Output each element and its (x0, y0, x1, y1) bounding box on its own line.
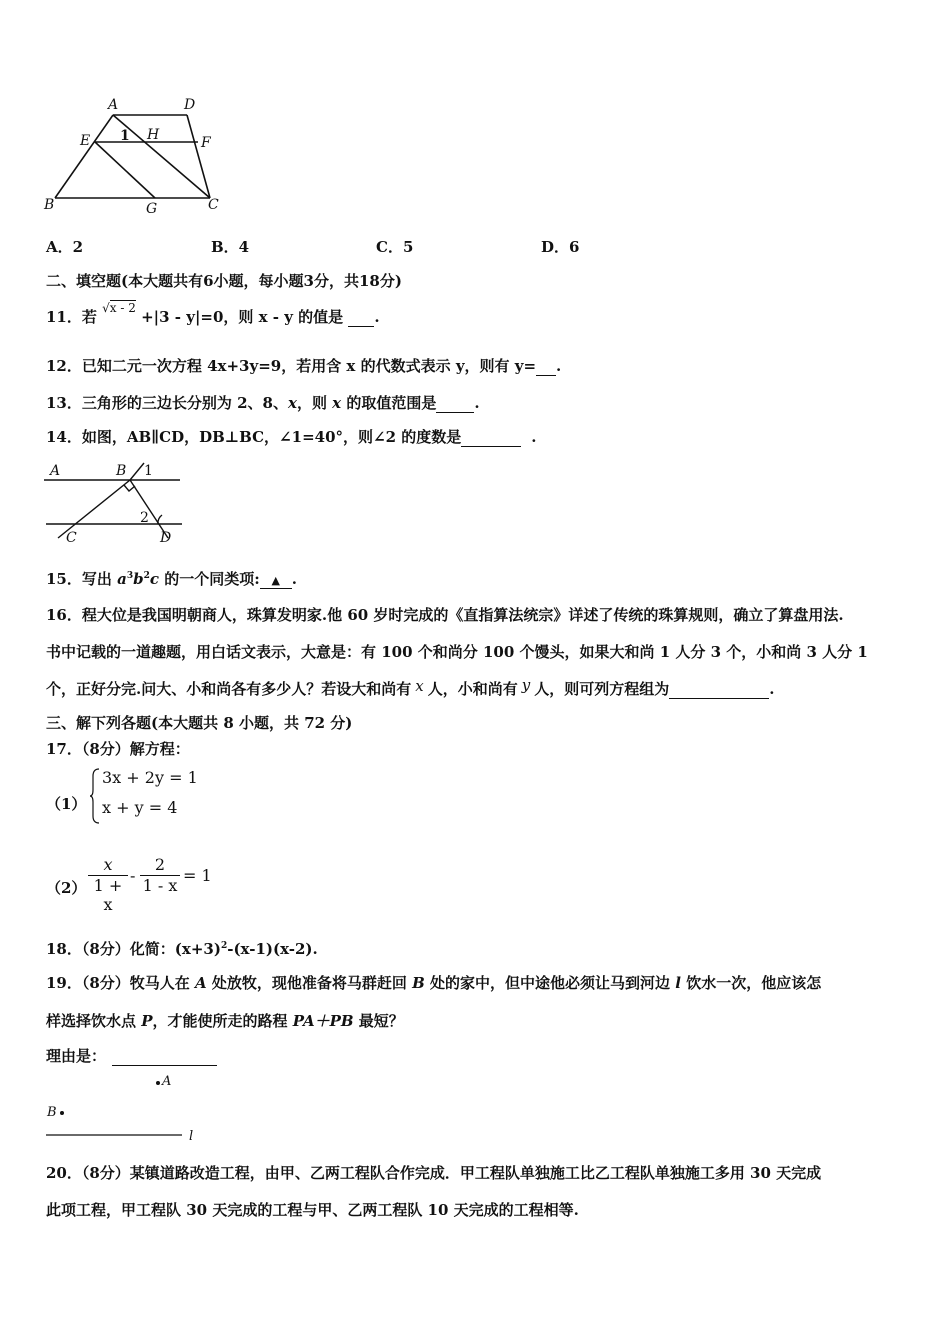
q16-answer-blank[interactable] (669, 680, 769, 699)
question-16-line2: 书中记载的一道趣题，用白话文表示，大意是：有 100 个和尚分 100 个馒头，如果大和尚 1 人分 3 个，小和尚 3 人分 1 (46, 643, 868, 661)
label-D: D (184, 97, 196, 113)
label-D: D (160, 530, 172, 546)
q14-figure (44, 458, 189, 550)
system-brace (90, 768, 100, 824)
question-13: 13．三角形的三边长分别为 2、8、x，则 x 的取值范围是 . (46, 394, 480, 412)
section3-heading: 三、解下列各题(本大题共 8 小题，共 72 分) (46, 714, 353, 732)
q10-option-a[interactable]: A．2 (46, 238, 84, 256)
label-F: F (201, 135, 211, 151)
label-G: G (146, 201, 158, 217)
question-20-line1: 20．（8分）某镇道路改造工程，由甲、乙两工程队合作完成．甲工程队单独施工比乙工程队单独施工多用 30 天完成 (46, 1164, 822, 1182)
equation-2: x + y = 4 (102, 798, 178, 817)
question-14: 14．如图，AB∥CD，DB⊥BC，∠1=40°，则∠2 的度数是 . (46, 428, 537, 446)
q10-option-c[interactable]: C．5 (376, 238, 414, 256)
question-20-line2: 此项工程，甲工程队 30 天完成的工程与甲、乙两工程队 10 天完成的工程相等. (46, 1201, 579, 1219)
section2-heading: 二、填空题(本大题共有6小题，每小题3分，共18分) (46, 272, 402, 290)
label-B: B (47, 1105, 57, 1120)
question-17-title: 17．（8分）解方程： (46, 740, 190, 758)
extension-1 (130, 463, 144, 480)
sqrt-expression: √x - 2 (102, 301, 136, 315)
label-2: 2 (140, 510, 149, 526)
segment-DC (187, 115, 210, 198)
question-19-line2: 样选择饮水点 P，才能使所走的路程 PA＋PB 最短？ (46, 1012, 404, 1030)
q10-option-d[interactable]: D．6 (541, 238, 580, 256)
label-A: A (108, 97, 119, 113)
q19-reason-blank[interactable] (112, 1047, 217, 1066)
minus-sign: - (130, 866, 136, 885)
q13-answer-blank[interactable] (436, 394, 474, 413)
label-C: C (66, 530, 77, 546)
fraction-2: 2 1 - x (140, 855, 180, 895)
label-C: C (208, 197, 219, 213)
label-B: B (44, 197, 55, 213)
equation-1: 3x + 2y = 1 (102, 768, 198, 787)
q19-figure (44, 1068, 204, 1144)
question-15: 15．写出 $a^3b^2c$ 的一个同类项: ▲ . (46, 570, 298, 588)
label-E: E (80, 133, 91, 149)
q11-answer-blank[interactable] (348, 308, 374, 327)
label-1: 1 (144, 463, 153, 479)
fraction-1: x 1 + x (88, 855, 128, 914)
question-16-line3: 个，正好分完.问大、小和尚各有多少人？若设大和尚有 x 人，小和尚有 y 人，则可列方程组为 . (46, 676, 775, 698)
label-1: 1 (120, 128, 130, 144)
label-B: B (116, 463, 127, 479)
question-19-reason: 理由是： (46, 1045, 217, 1066)
angle-2-arc (158, 515, 162, 524)
question-12: 12．已知二元一次方程 4x+3y=9，若用含 x 的代数式表示 y，则有 y= . (46, 357, 562, 375)
label-A: A (162, 1074, 172, 1089)
point-A (156, 1081, 160, 1085)
label-l: l (189, 1129, 194, 1144)
q17-part2-label: （2） (46, 879, 87, 897)
segment-EG (95, 142, 155, 198)
q14-answer-blank[interactable] (461, 428, 521, 447)
question-19-line1: 19．（8分）牧马人在 A 处放牧，现他准备将马群赶回 B 处的家中，但中途他必须让马到河边 l 饮水一次，他应该怎 (46, 974, 822, 992)
q17-part1-label: （1） (46, 795, 87, 813)
question-18: 18．（8分）化简：$(x+3)^2-(x-1)(x-2)$. (46, 940, 318, 958)
label-A: A (50, 463, 61, 479)
rhs: = 1 (183, 866, 212, 885)
question-11: 11．若 √x - 2 +|3 - y|=0，则 x - y 的值是 . (46, 301, 380, 326)
q15-answer-blank[interactable] (260, 570, 292, 589)
label-H: H (147, 127, 160, 143)
point-B (60, 1111, 64, 1115)
q10-option-b[interactable]: B．4 (211, 238, 250, 256)
q12-answer-blank[interactable] (536, 357, 556, 376)
segment-AB (55, 115, 113, 198)
q10-figure (40, 95, 230, 220)
answer-mark-icon: ▲ (271, 574, 281, 587)
question-16-line1: 16．程大位是我国明朝商人，珠算发明家.他 60 岁时完成的《直指算法统宗》详述了传统的珠算规则，确立了算盘用法. (46, 606, 844, 624)
